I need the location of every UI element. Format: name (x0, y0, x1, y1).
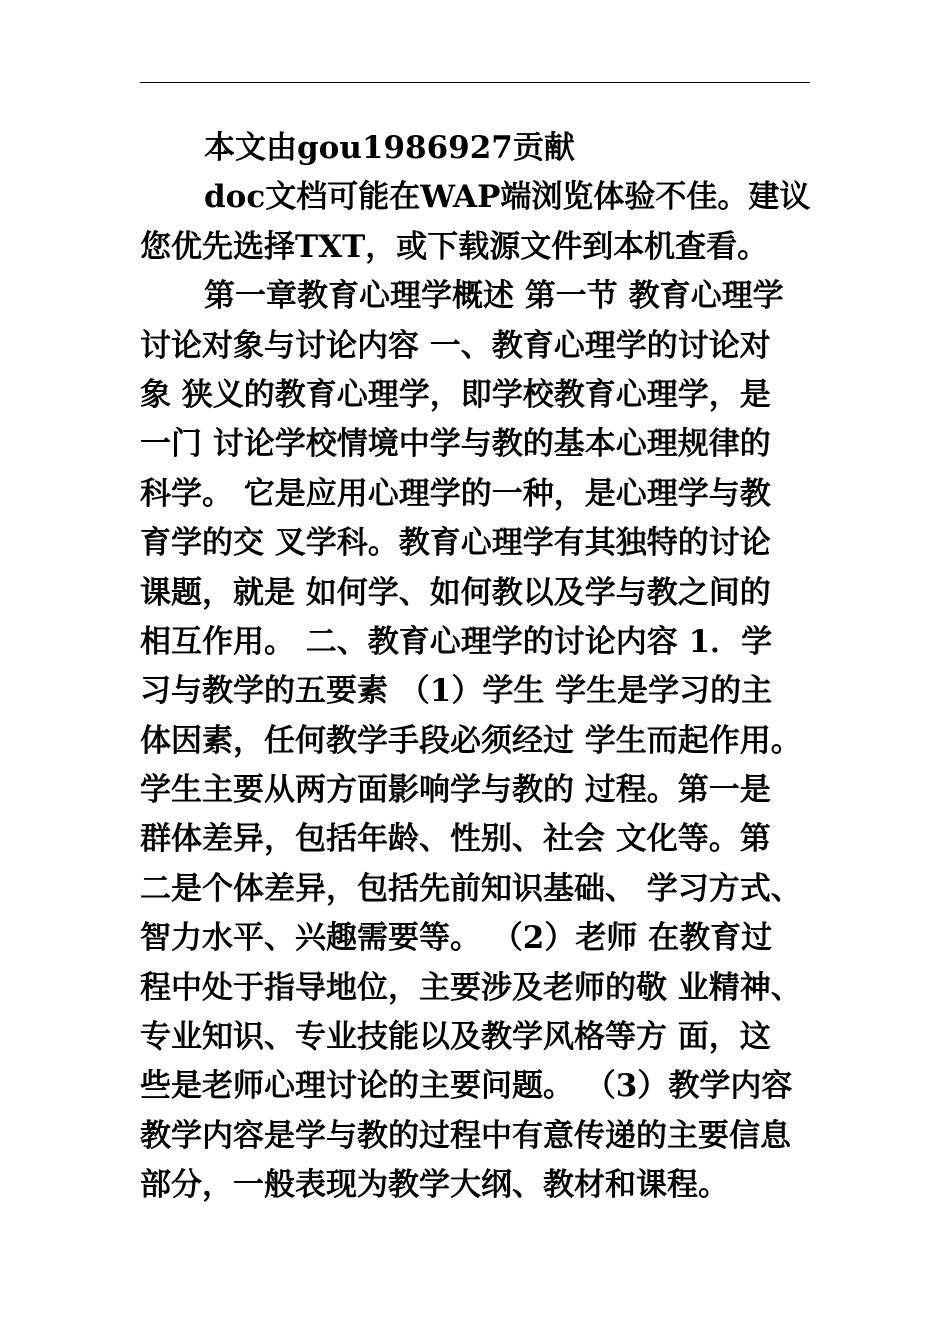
paragraph-line: 课题，就是 如何学、如何教以及学与教之间的 (140, 574, 771, 611)
paragraph-line: 教学内容是学与教的过程中有意传递的主要信息 (140, 1117, 791, 1154)
paragraph-line: 体因素，任何教学手段必须经过 学生而起作用。 (140, 722, 802, 759)
paragraph-line: 象 狭义的教育心理学，即学校教育心理学，是 (140, 376, 771, 413)
notice-line: doc文档可能在WAP端浏览体验不佳。建议 (204, 179, 811, 216)
paragraph-line: 讨论对象与讨论内容 一、教育心理学的讨论对 (140, 327, 771, 364)
paragraph-line: 相互作用。 二、教育心理学的讨论内容 1．学 (140, 623, 773, 660)
paragraph-line: 习与教学的五要素 （1）学生 学生是学习的主 (140, 673, 773, 710)
paragraph-line: 些是老师心理讨论的主要问题。 （3）教学内容 (140, 1068, 793, 1105)
document-body (140, 124, 830, 1211)
paragraph-line: 第一章教育心理学概述 第一节 教育心理学 (204, 278, 784, 315)
header-rule (140, 82, 810, 83)
paragraph-line: 专业知识、专业技能以及教学风格等方 面，这 (140, 1019, 771, 1056)
contributor-line: 本文由gou1986927贡献 (204, 130, 575, 166)
paragraph-line: 智力水平、兴趣需要等。 （2）老师 在教育过 (140, 920, 773, 957)
notice-line: 您优先选择TXT，或下载源文件到本机查看。 (140, 228, 769, 265)
paragraph-line: 育学的交 叉学科。教育心理学有其独特的讨论 (140, 525, 771, 562)
paragraph-line: 学生主要从两方面影响学与教的 过程。第一是 (140, 772, 771, 809)
paragraph-line: 二是个体差异，包括先前知识基础、 学习方式、 (140, 870, 802, 907)
paragraph-line: 一门 讨论学校情境中学与教的基本心理规律的 (140, 426, 771, 463)
paragraph-line: 科学。 它是应用心理学的一种，是心理学与教 (140, 475, 771, 512)
paragraph-line: 群体差异，包括年龄、性别、社会 文化等。第 (140, 821, 771, 858)
paragraph-line: 部分，一般表现为教学大纲、教材和课程。 (140, 1167, 729, 1204)
paragraph-line: 程中处于指导地位，主要涉及老师的敬 业精神、 (140, 969, 802, 1006)
